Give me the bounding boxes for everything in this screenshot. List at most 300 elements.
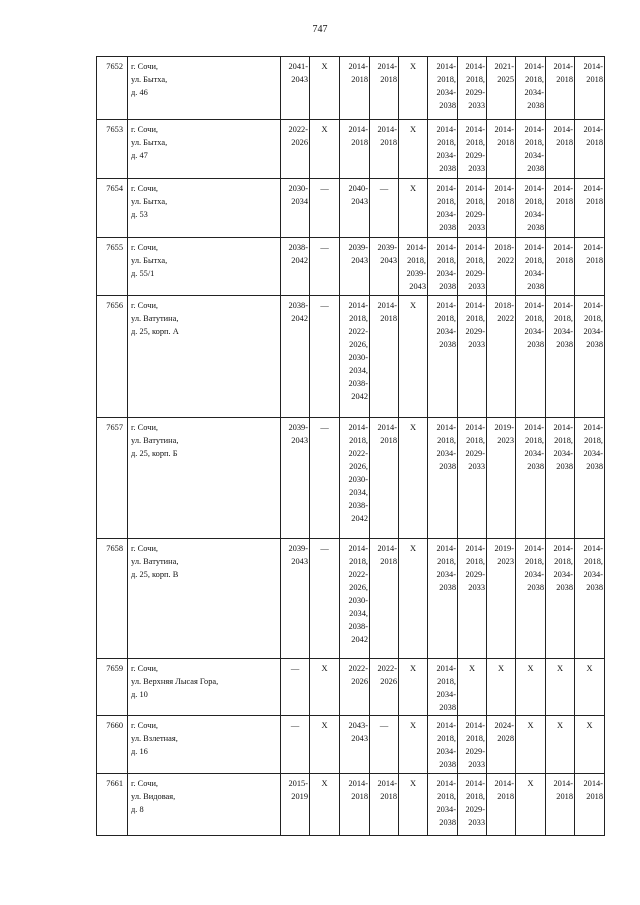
schedule-value: 2014- xyxy=(348,779,368,788)
schedule-cell xyxy=(370,57,399,120)
schedule-cell xyxy=(310,120,340,179)
schedule-cell xyxy=(428,238,458,296)
schedule-value: 2018, xyxy=(525,314,544,323)
schedule-value: 2034- xyxy=(436,805,456,814)
schedule-value: 2018, xyxy=(466,734,485,743)
row-number: 7661 xyxy=(97,774,128,836)
schedule-value: — xyxy=(290,664,300,673)
schedule-value: 2014- xyxy=(348,125,368,134)
schedule-cell xyxy=(310,659,340,716)
schedule-value: 2018 xyxy=(380,792,397,801)
schedule-value: 2014- xyxy=(436,423,456,432)
schedule-value: 2014- xyxy=(436,62,456,71)
schedule-value: 2018, xyxy=(525,436,544,445)
schedule-value: 2029- xyxy=(465,805,485,814)
address-line: г. Сочи, xyxy=(131,125,159,134)
schedule-value: 2014- xyxy=(377,301,397,310)
schedule-value: X xyxy=(556,664,564,673)
schedule-value: 2014- xyxy=(436,301,456,310)
schedule-value: 2034- xyxy=(436,151,456,160)
schedule-value: 2038- xyxy=(348,622,368,631)
schedule-value: 2018, xyxy=(349,557,368,566)
schedule-cell xyxy=(281,179,310,238)
schedule-cell xyxy=(487,539,516,659)
schedule-cell xyxy=(516,659,546,716)
table-row xyxy=(97,418,605,539)
schedule-cell xyxy=(428,296,458,418)
schedule-cell xyxy=(575,774,605,836)
schedule-value: 2030- xyxy=(288,184,308,193)
schedule-value: — xyxy=(379,721,389,730)
schedule-value: 2038 xyxy=(439,340,456,349)
schedule-value: X xyxy=(409,301,417,310)
schedule-cell xyxy=(458,716,487,774)
schedule-value: 2014- xyxy=(465,125,485,134)
schedule-cell xyxy=(546,539,575,659)
schedule-value: 2018, xyxy=(437,792,456,801)
schedule-cell xyxy=(575,57,605,120)
row-number: 7655 xyxy=(97,238,128,296)
schedule-value: 2034- xyxy=(436,269,456,278)
address-line: ул. Верхняя Лысая Гора, xyxy=(131,677,219,686)
schedule-value: 2014- xyxy=(553,779,573,788)
schedule-value: 2018, xyxy=(525,256,544,265)
schedule-value: 2014- xyxy=(583,243,603,252)
schedule-cell xyxy=(340,57,370,120)
address-line: д. 25, корп. Б xyxy=(131,449,178,458)
schedule-value: 2018- xyxy=(494,301,514,310)
schedule-cell xyxy=(340,296,370,418)
schedule-cell xyxy=(575,120,605,179)
schedule-value: 2039- xyxy=(348,243,368,252)
schedule-value: 2018, xyxy=(525,138,544,147)
schedule-cell xyxy=(516,716,546,774)
address-line: д. 16 xyxy=(131,747,148,756)
schedule-value: 2038- xyxy=(288,301,308,310)
schedule-value: 2034, xyxy=(349,366,368,375)
schedule-value: 2034- xyxy=(436,327,456,336)
schedule-value: 2038- xyxy=(348,501,368,510)
schedule-cell xyxy=(575,418,605,539)
schedule-cell xyxy=(546,418,575,539)
schedule-cell xyxy=(575,238,605,296)
schedule-value: 2033 xyxy=(468,223,485,232)
schedule-value: 2018 xyxy=(586,138,603,147)
schedule-value: 2018 xyxy=(586,792,603,801)
schedule-value: 2022 xyxy=(497,256,514,265)
schedule-cell xyxy=(340,418,370,539)
schedule-value: 2014- xyxy=(524,62,544,71)
address-cell xyxy=(128,296,281,418)
schedule-value: 2039- xyxy=(288,423,308,432)
schedule-value: 2033 xyxy=(468,164,485,173)
address-line: г. Сочи, xyxy=(131,243,159,252)
schedule-value: 2018, xyxy=(437,677,456,686)
schedule-value: 2014- xyxy=(348,62,368,71)
schedule-cell xyxy=(546,774,575,836)
schedule-value: 2022 xyxy=(497,314,514,323)
schedule-value: 2014- xyxy=(465,544,485,553)
schedule-value: X xyxy=(586,664,593,673)
schedule-value: 2018, xyxy=(437,138,456,147)
address-line: ул. Ватутина, xyxy=(131,557,179,566)
address-line: г. Сочи, xyxy=(131,544,159,553)
schedule-value: 2014- xyxy=(553,125,573,134)
schedule-value: 2038- xyxy=(288,243,308,252)
schedule-value: X xyxy=(321,664,328,673)
schedule-cell xyxy=(487,179,516,238)
schedule-value: 2038 xyxy=(527,340,544,349)
schedule-value: 2039- xyxy=(406,269,426,278)
schedule-value: 2018 xyxy=(497,197,514,206)
schedule-value: 2018 xyxy=(556,138,573,147)
schedule-value: — xyxy=(320,184,329,193)
schedule-value: 2038 xyxy=(586,340,603,349)
schedule-value: 2018 xyxy=(586,256,603,265)
schedule-cell xyxy=(546,57,575,120)
schedule-value: 2014- xyxy=(524,544,544,553)
address-line: ул. Ватутина, xyxy=(131,314,179,323)
address-line: д. 25, корп. А xyxy=(131,327,179,336)
schedule-value: 2026 xyxy=(380,677,397,686)
schedule-value: X xyxy=(527,664,534,673)
schedule-value: 2018, xyxy=(437,256,456,265)
schedule-value: 2038 xyxy=(586,583,603,592)
schedule-value: 2018 xyxy=(497,138,514,147)
schedule-value: 2014- xyxy=(377,62,397,71)
schedule-cell xyxy=(340,238,370,296)
schedule-value: 2018, xyxy=(437,197,456,206)
schedule-cell xyxy=(340,539,370,659)
address-cell xyxy=(128,238,281,296)
schedule-value: 2014- xyxy=(583,62,603,71)
schedule-value: 2034- xyxy=(436,747,456,756)
schedule-value: — xyxy=(320,243,329,252)
schedule-value: 2034- xyxy=(583,449,603,458)
schedule-value: X xyxy=(409,125,417,134)
schedule-value: 2034- xyxy=(524,570,544,579)
schedule-value: 2034- xyxy=(524,210,544,219)
schedule-value: X xyxy=(409,184,417,193)
schedule-cell xyxy=(310,296,340,418)
schedule-value: 2019- xyxy=(494,423,514,432)
schedule-value: 2018, xyxy=(466,197,485,206)
schedule-value: — xyxy=(379,184,389,193)
schedule-value: 2014- xyxy=(465,721,485,730)
schedule-cell xyxy=(370,539,399,659)
schedule-cell xyxy=(487,418,516,539)
schedule-value: 2042 xyxy=(351,392,368,401)
table-row xyxy=(97,716,605,774)
schedule-cell xyxy=(281,774,310,836)
schedule-value: 2042 xyxy=(291,314,308,323)
schedule-value: 2033 xyxy=(468,760,485,769)
schedule-cell xyxy=(281,418,310,539)
schedule-value: X xyxy=(321,125,328,134)
schedule-value: X xyxy=(586,721,593,730)
schedule-value: 2029- xyxy=(465,327,485,336)
schedule-value: 2014- xyxy=(553,62,573,71)
schedule-value: 2014- xyxy=(348,423,368,432)
schedule-value: 2018, xyxy=(584,436,603,445)
schedule-value: 2034- xyxy=(436,88,456,97)
schedule-value: 2018, xyxy=(466,314,485,323)
schedule-value: 2034- xyxy=(553,449,573,458)
schedule-cell xyxy=(458,539,487,659)
schedule-value: 2018, xyxy=(466,256,485,265)
address-cell xyxy=(128,539,281,659)
schedule-cell xyxy=(516,238,546,296)
schedule-cell xyxy=(310,774,340,836)
schedule-value: 2033 xyxy=(468,583,485,592)
schedule-value: X xyxy=(321,62,328,71)
schedule-value: 2033 xyxy=(468,340,485,349)
schedule-cell xyxy=(281,57,310,120)
schedule-value: 2034- xyxy=(583,570,603,579)
schedule-cell xyxy=(340,120,370,179)
schedule-value: 2033 xyxy=(468,462,485,471)
schedule-value: 2034- xyxy=(436,570,456,579)
schedule-value: 2023 xyxy=(497,436,514,445)
schedule-cell xyxy=(310,539,340,659)
schedule-value: 2034- xyxy=(553,327,573,336)
schedule-value: 2014- xyxy=(524,125,544,134)
schedule-value: 2014- xyxy=(553,184,573,193)
schedule-cell xyxy=(516,774,546,836)
schedule-value: 2039- xyxy=(288,544,308,553)
schedule-cell xyxy=(340,659,370,716)
schedule-value: 2030- xyxy=(348,353,368,362)
schedule-value: 2014- xyxy=(465,301,485,310)
schedule-cell xyxy=(281,539,310,659)
schedule-value: 2014- xyxy=(436,184,456,193)
schedule-value: X xyxy=(527,721,534,730)
schedule-cell xyxy=(487,57,516,120)
schedule-value: X xyxy=(321,721,328,730)
row-number: 7653 xyxy=(97,120,128,179)
schedule-cell xyxy=(458,659,487,716)
address-line: г. Сочи, xyxy=(131,664,159,673)
schedule-value: 2030- xyxy=(348,475,368,484)
schedule-cell xyxy=(281,120,310,179)
schedule-cell xyxy=(399,238,428,296)
address-cell xyxy=(128,120,281,179)
schedule-cell xyxy=(487,774,516,836)
schedule-value: 2029- xyxy=(465,570,485,579)
schedule-cell xyxy=(575,716,605,774)
schedule-value: — xyxy=(320,423,329,432)
schedule-value: 2018 xyxy=(586,75,603,84)
schedule-value: 2022- xyxy=(348,570,368,579)
schedule-cell xyxy=(516,296,546,418)
schedule-cell xyxy=(458,238,487,296)
schedule-cell xyxy=(340,716,370,774)
schedule-value: 2026, xyxy=(349,583,368,592)
schedule-value: 2018, xyxy=(437,314,456,323)
schedule-cell xyxy=(399,179,428,238)
schedule-cell xyxy=(310,716,340,774)
schedule-value: 2014- xyxy=(524,184,544,193)
schedule-value: 2043 xyxy=(409,282,426,291)
schedule-value: 2014- xyxy=(436,544,456,553)
schedule-value: 2022- xyxy=(288,125,308,134)
schedule-value: X xyxy=(556,721,564,730)
schedule-cell xyxy=(428,120,458,179)
schedule-value: 2022- xyxy=(348,327,368,336)
schedule-value: 2018, xyxy=(437,734,456,743)
schedule-value: 2014- xyxy=(436,664,456,673)
schedule-cell xyxy=(399,539,428,659)
schedule-cell xyxy=(399,418,428,539)
schedule-cell xyxy=(458,774,487,836)
schedule-value: 2022- xyxy=(348,449,368,458)
schedule-cell xyxy=(428,774,458,836)
address-line: д. 10 xyxy=(131,690,148,699)
schedule-value: 2018 xyxy=(586,197,603,206)
schedule-value: 2034- xyxy=(524,327,544,336)
schedule-cell xyxy=(428,179,458,238)
schedule-value: 2033 xyxy=(468,818,485,827)
schedule-value: 2038 xyxy=(439,760,456,769)
schedule-value: 2042 xyxy=(351,514,368,523)
schedule-value: 2038 xyxy=(556,340,573,349)
schedule-value: 2043 xyxy=(351,734,368,743)
table-row xyxy=(97,120,605,179)
schedule-value: 2014- xyxy=(553,544,573,553)
housing-registry-table xyxy=(96,56,605,836)
address-cell xyxy=(128,418,281,539)
schedule-cell xyxy=(428,716,458,774)
schedule-cell xyxy=(310,179,340,238)
schedule-value: 2018 xyxy=(556,75,573,84)
schedule-cell xyxy=(370,774,399,836)
schedule-value: 2034, xyxy=(349,488,368,497)
address-line: ул. Видовая, xyxy=(131,792,176,801)
address-line: ул. Взлетная, xyxy=(131,734,178,743)
schedule-cell xyxy=(575,296,605,418)
schedule-value: 2038 xyxy=(439,583,456,592)
schedule-cell xyxy=(370,716,399,774)
address-line: ул. Бытха, xyxy=(131,256,168,265)
schedule-value: 2014- xyxy=(348,544,368,553)
schedule-value: 2018- xyxy=(494,243,514,252)
schedule-value: 2018, xyxy=(437,75,456,84)
schedule-value: 2014- xyxy=(465,243,485,252)
schedule-value: 2014- xyxy=(583,301,603,310)
schedule-value: 2023 xyxy=(497,557,514,566)
address-line: д. 46 xyxy=(131,88,148,97)
schedule-cell xyxy=(399,774,428,836)
schedule-value: 2014- xyxy=(524,301,544,310)
address-cell xyxy=(128,659,281,716)
schedule-value: 2018 xyxy=(556,256,573,265)
schedule-value: 2014- xyxy=(553,301,573,310)
schedule-value: 2014- xyxy=(465,62,485,71)
schedule-value: 2018, xyxy=(525,75,544,84)
schedule-cell xyxy=(399,659,428,716)
schedule-value: 2038 xyxy=(439,818,456,827)
schedule-cell xyxy=(575,659,605,716)
schedule-value: 2014- xyxy=(436,779,456,788)
schedule-value: 2042 xyxy=(291,256,308,265)
schedule-cell xyxy=(370,238,399,296)
schedule-value: 2015- xyxy=(288,779,308,788)
schedule-cell xyxy=(458,57,487,120)
address-line: ул. Бытха, xyxy=(131,138,168,147)
schedule-value: 2029- xyxy=(465,210,485,219)
schedule-cell xyxy=(370,179,399,238)
schedule-value: 2018, xyxy=(554,557,573,566)
schedule-value: 2018 xyxy=(380,557,397,566)
address-line: ул. Бытха, xyxy=(131,75,168,84)
schedule-value: 2038- xyxy=(348,379,368,388)
schedule-value: 2018 xyxy=(497,792,514,801)
address-line: г. Сочи, xyxy=(131,779,159,788)
address-line: г. Сочи, xyxy=(131,423,159,432)
schedule-value: 2014- xyxy=(377,125,397,134)
schedule-value: 2034- xyxy=(436,690,456,699)
schedule-value: 2018 xyxy=(380,314,397,323)
address-line: д. 47 xyxy=(131,151,148,160)
schedule-value: 2034- xyxy=(524,449,544,458)
schedule-cell xyxy=(281,296,310,418)
address-line: д. 53 xyxy=(131,210,148,219)
schedule-value: 2040- xyxy=(348,184,368,193)
schedule-value: 2029- xyxy=(465,747,485,756)
schedule-value: 2014- xyxy=(583,125,603,134)
schedule-cell xyxy=(340,179,370,238)
schedule-value: 2014- xyxy=(465,184,485,193)
schedule-value: 2018, xyxy=(466,436,485,445)
address-line: д. 55/1 xyxy=(131,269,155,278)
schedule-value: 2014- xyxy=(524,423,544,432)
schedule-value: 2022- xyxy=(348,664,368,673)
schedule-cell xyxy=(428,659,458,716)
schedule-value: 2014- xyxy=(583,184,603,193)
schedule-value: 2018 xyxy=(380,138,397,147)
schedule-cell xyxy=(370,418,399,539)
schedule-cell xyxy=(546,296,575,418)
address-line: г. Сочи, xyxy=(131,721,159,730)
schedule-value: 2014- xyxy=(436,243,456,252)
schedule-value: 2018, xyxy=(525,557,544,566)
schedule-cell xyxy=(370,659,399,716)
schedule-value: 2043 xyxy=(380,256,397,265)
schedule-cell xyxy=(458,120,487,179)
schedule-value: 2038 xyxy=(439,282,456,291)
schedule-value: 2018, xyxy=(407,256,426,265)
schedule-value: 2018 xyxy=(351,138,368,147)
schedule-value: 2014- xyxy=(583,544,603,553)
schedule-value: 2014- xyxy=(553,423,573,432)
schedule-value: 2043- xyxy=(348,721,368,730)
schedule-value: 2038 xyxy=(439,223,456,232)
schedule-value: 2014- xyxy=(436,721,456,730)
schedule-value: 2034 xyxy=(291,197,308,206)
schedule-cell xyxy=(310,57,340,120)
schedule-value: 2014- xyxy=(583,423,603,432)
schedule-cell xyxy=(546,179,575,238)
schedule-value: 2021- xyxy=(494,62,514,71)
schedule-value: 2042 xyxy=(351,635,368,644)
schedule-value: 2038 xyxy=(527,164,544,173)
schedule-value: — xyxy=(320,301,329,310)
address-line: г. Сочи, xyxy=(131,301,159,310)
schedule-cell xyxy=(516,418,546,539)
row-number: 7654 xyxy=(97,179,128,238)
schedule-value: 2018, xyxy=(437,436,456,445)
schedule-value: 2039- xyxy=(377,243,397,252)
